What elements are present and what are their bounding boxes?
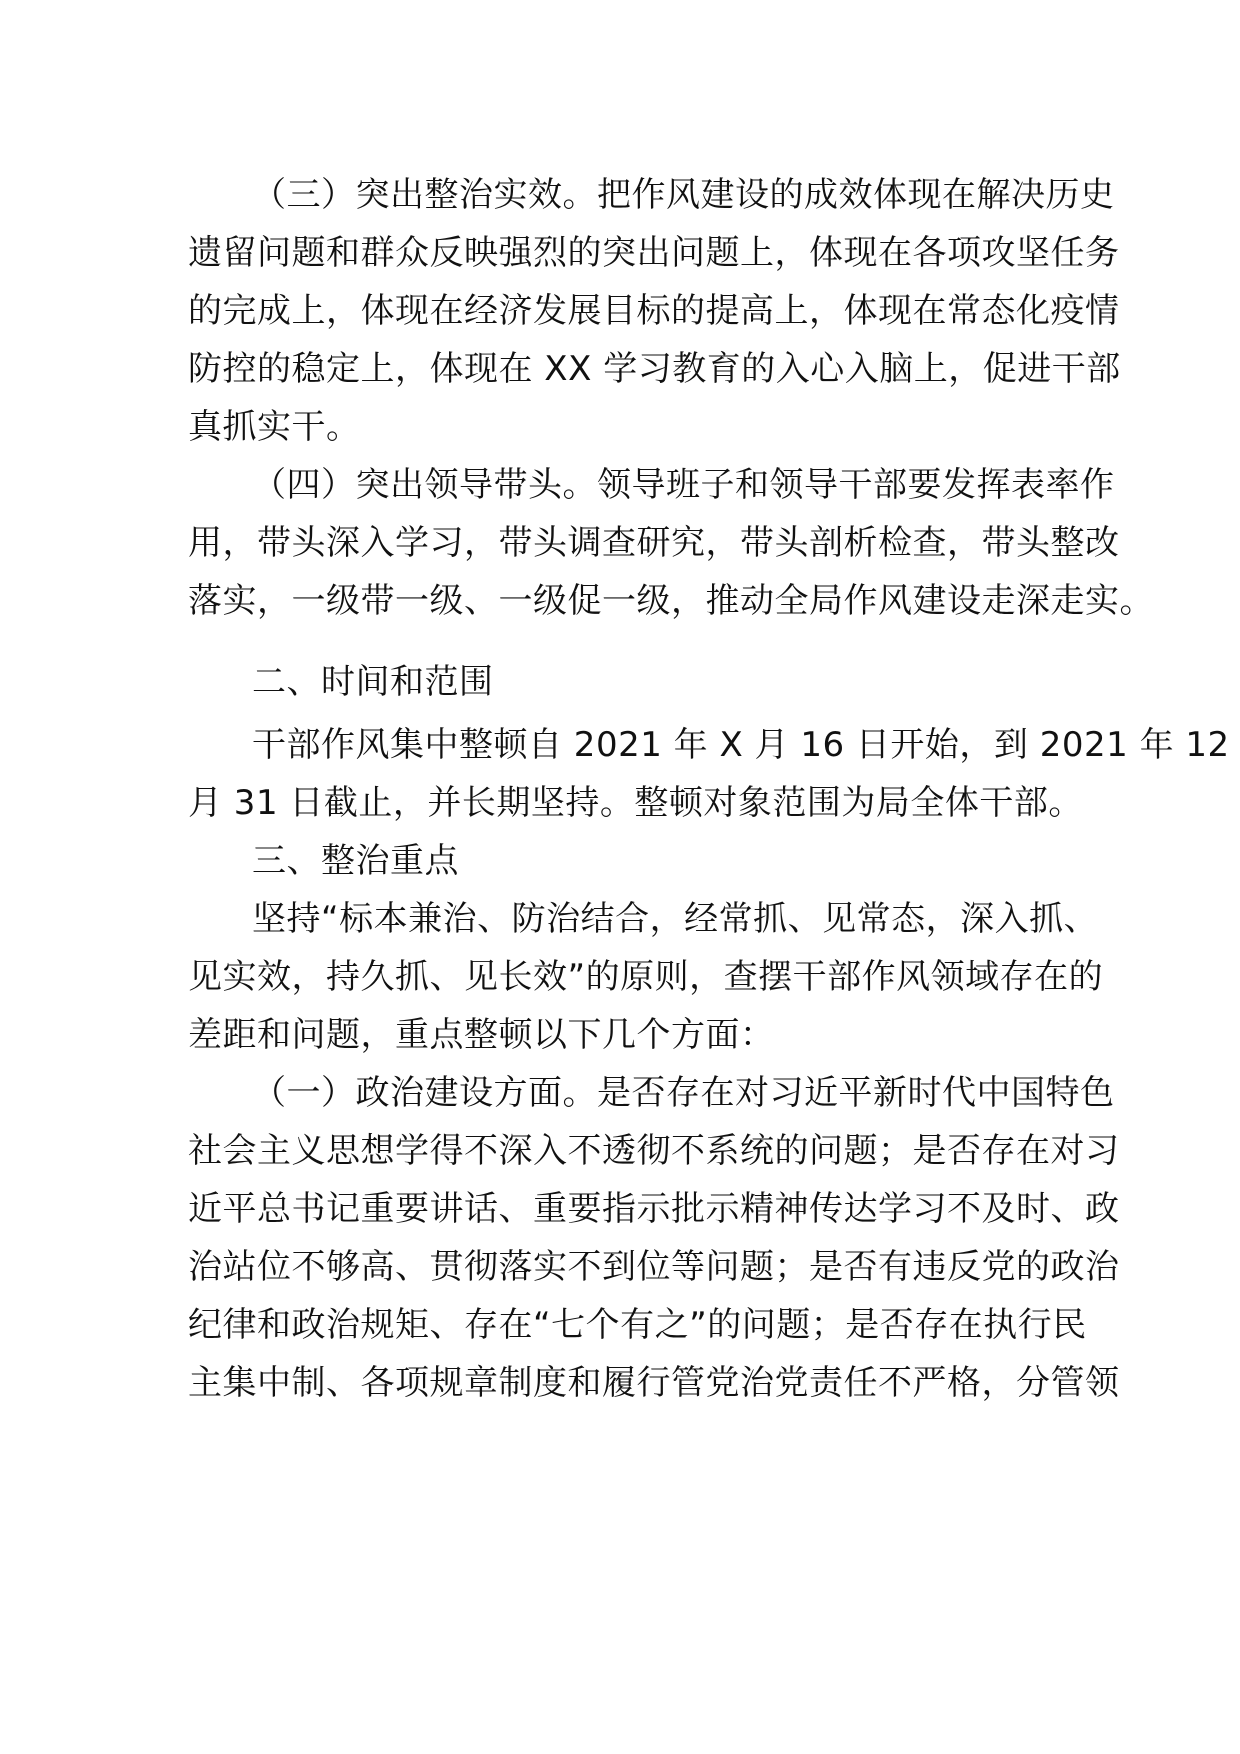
paragraph-line: （三）突出整治实效。把作风建设的成效体现在解决历史 [252,175,1115,215]
paragraph-line: 落实，一级带一级、一级促一级，推动全局作风建设走深走实。 [188,581,1154,621]
paragraph-line: 纪律和政治规矩、存在“七个有之”的问题；是否存在执行民 [188,1305,1087,1345]
paragraph-line: 真抓实干。 [188,407,361,447]
paragraph-line: 月 31 日截止，并长期坚持。整顿对象范围为局全体干部。 [188,783,1083,823]
paragraph-line: 治站位不够高、贯彻落实不到位等问题；是否有违反党的政治 [188,1247,1120,1287]
paragraph-line: （四）突出领导带头。领导班子和领导干部要发挥表率作 [252,465,1115,505]
paragraph-line: 的完成上，体现在经济发展目标的提高上，体现在常态化疫情 [188,291,1120,331]
paragraph-line: 遗留问题和群众反映强烈的突出问题上，体现在各项攻坚任务 [188,233,1120,273]
paragraph-line: （一）政治建设方面。是否存在对习近平新时代中国特色 [252,1073,1115,1113]
paragraph-line: 坚持“标本兼治、防治结合，经常抓、见常态，深入抓、 [252,899,1099,939]
paragraph-line: 近平总书记重要讲话、重要指示批示精神传达学习不及时、政 [188,1189,1120,1229]
paragraph-line: 干部作风集中整顿自 2021 年 X 月 16 日开始，到 2021 年 12 [252,725,1230,765]
paragraph-line: 见实效，持久抓、见长效”的原则，查摆干部作风领域存在的 [188,957,1104,997]
section-heading: 三、整治重点 [252,841,459,881]
section-heading: 二、时间和范围 [252,662,494,702]
paragraph-line: 用，带头深入学习，带头调查研究，带头剖析检查，带头整改 [188,523,1120,563]
paragraph-line: 主集中制、各项规章制度和履行管党治党责任不严格，分管领 [188,1363,1120,1403]
paragraph-line: 防控的稳定上，体现在 XX 学习教育的入心入脑上，促进干部 [188,349,1121,389]
paragraph-line: 社会主义思想学得不深入不透彻不系统的问题；是否存在对习 [188,1131,1120,1171]
paragraph-line: 差距和问题，重点整顿以下几个方面： [188,1015,775,1055]
